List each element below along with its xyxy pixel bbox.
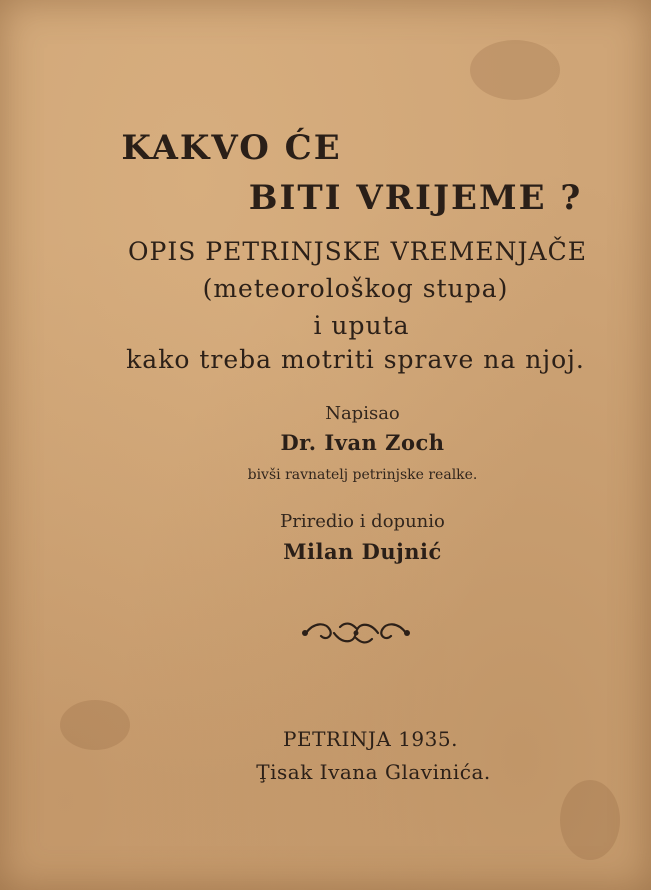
subtitle-line-4: kako treba motriti sprave na njoj. bbox=[126, 345, 585, 374]
paper-stain bbox=[470, 40, 560, 100]
written-by-label: Napisao bbox=[325, 403, 400, 424]
place-and-year: PETRINJA 1935. bbox=[283, 727, 458, 751]
scroll-ornament-icon bbox=[300, 616, 412, 650]
author-name: Dr. Ivan Zoch bbox=[280, 430, 445, 455]
author-note: bivši ravnatelj petrinjske realke. bbox=[247, 467, 478, 483]
title-line-2: BITI VRIJEME ? bbox=[248, 178, 583, 218]
subtitle-line-3: i uputa bbox=[313, 311, 410, 340]
subtitle-line-1: OPIS PETRINJSKE VREMENJAČE bbox=[128, 237, 587, 266]
printer-line: Ţisak Ivana Glavinića. bbox=[256, 760, 491, 784]
title-line-1: KAKVO ĆE bbox=[121, 128, 342, 168]
edited-by-label: Priredio i dopunio bbox=[280, 511, 445, 532]
subtitle-line-2: (meteorološkog stupa) bbox=[202, 274, 509, 303]
paper-stain bbox=[560, 780, 620, 860]
editor-name: Milan Dujnić bbox=[283, 539, 442, 564]
